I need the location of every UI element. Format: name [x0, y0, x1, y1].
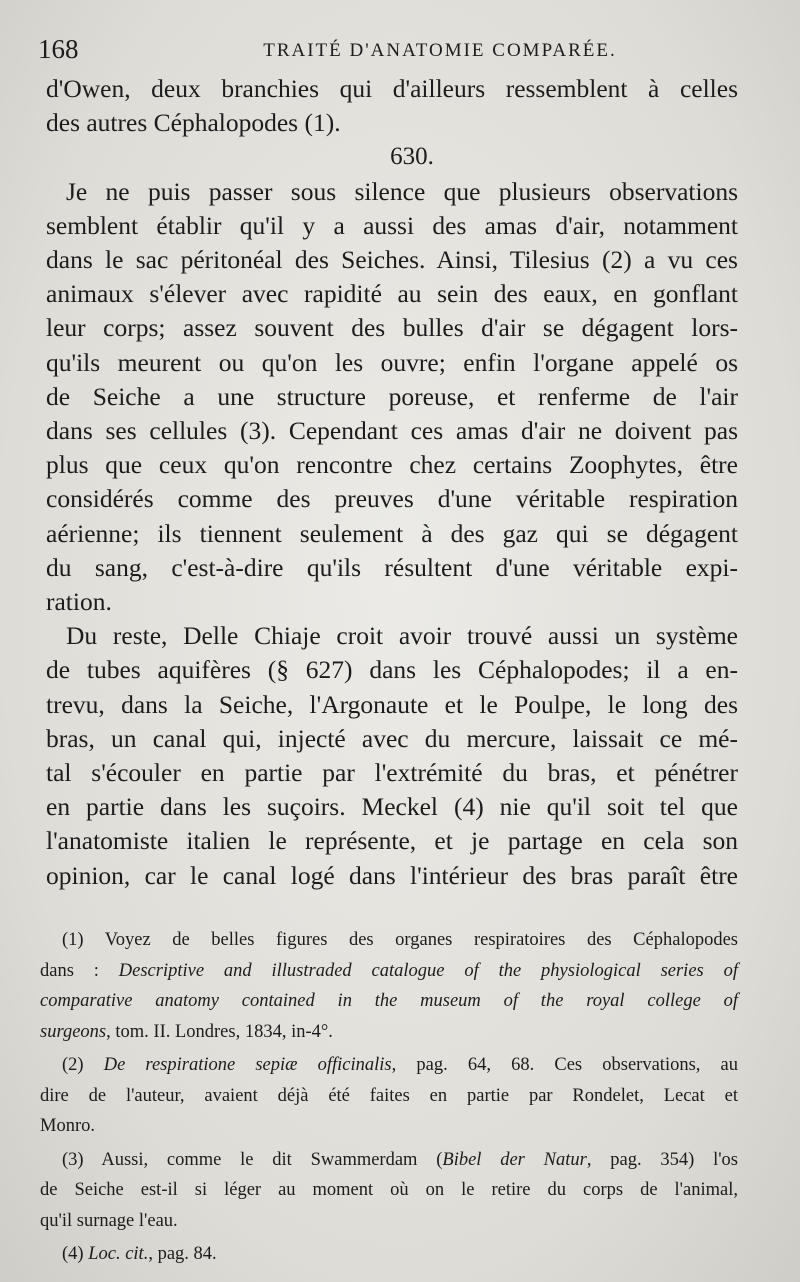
- footnote-1-line: comparative anatomy contained in the museum of the royal college of: [40, 991, 738, 1011]
- text-line: de tubes aquifères (§ 627) dans les Céphalopodes; il a en-: [46, 655, 738, 685]
- text-line: ration.: [46, 587, 112, 617]
- page-number: 168: [38, 34, 79, 64]
- footnote-1-line: dans : Descriptive and illustraded catalogue of the physiological series of: [40, 960, 738, 981]
- text-line: dans ses cellules (3). Cependant ces amas d'air ne doivent pas: [46, 416, 738, 446]
- page-header: [38, 34, 762, 74]
- text-line: des autres Céphalopodes (1).: [46, 108, 341, 138]
- text-line: Du reste, Delle Chiaje croit avoir trouvé aussi un système: [66, 621, 738, 651]
- footnote-2-line: dire de l'auteur, avaient déjà été faites en partie par Rondelet, Lecat et: [40, 1085, 738, 1106]
- text-line: trevu, dans la Seiche, l'Argonaute et le Poulpe, le long des: [46, 689, 738, 719]
- text-line: considérés comme des preuves d'une véritable respiration: [46, 484, 738, 514]
- footnote-2-line: Monro.: [40, 1116, 95, 1136]
- text-line: animaux s'élever avec rapidité au sein des eaux, en gonflant: [46, 279, 738, 309]
- footnote-1-line: (1) Voyez de belles figures des organes respiratoires des Céphalopodes: [62, 930, 738, 950]
- footnote-4-line: (4) Loc. cit., pag. 84.: [62, 1244, 217, 1264]
- text-line: plus que ceux qu'on rencontre chez certains Zoophytes, être: [46, 450, 738, 480]
- text-line: aérienne; ils tiennent seulement à des gaz qui se dégagent: [46, 518, 738, 548]
- text-line: opinion, car le canal logé dans l'intérieur des bras paraît être: [46, 860, 738, 890]
- text-line: l'anatomiste italien le représente, et je partage en cela son: [46, 826, 738, 856]
- section-number: 630.: [390, 143, 434, 171]
- text-line: bras, un canal qui, injecté avec du mercure, laissait ce mé-: [46, 723, 738, 753]
- text-line: Je ne puis passer sous silence que plusieurs observations: [66, 176, 738, 206]
- footnote-3-line: (3) Aussi, comme le dit Swammerdam (Bibel der Natur, pag. 354) l'os: [62, 1149, 738, 1170]
- text-line: de Seiche a une structure poreuse, et renferme de l'air: [46, 381, 738, 411]
- text-line: tal s'écouler en partie par l'extrémité du bras, et pénétrer: [46, 758, 738, 788]
- footnote-3-line: de Seiche est-il si léger au moment où on le retire du corps de l'animal,: [40, 1180, 738, 1200]
- text-line: dans le sac péritonéal des Seiches. Ainsi, Tilesius (2) a vu ces: [46, 245, 738, 275]
- text-line: qu'ils meurent ou qu'on les ouvre; enfin l'organe appelé os: [46, 347, 738, 377]
- running-title: TRAITÉ D'ANATOMIE COMPARÉE.: [263, 40, 617, 61]
- footnote-1-line: surgeons, tom. II. Londres, 1834, in-4°.: [40, 1021, 333, 1042]
- footnotes: [40, 925, 738, 1270]
- text-line: du sang, c'est-à-dire qu'ils résultent d'une véritable expi-: [46, 552, 738, 582]
- text-line: d'Owen, deux branchies qui d'ailleurs ressemblent à celles: [46, 74, 738, 103]
- footnote-2-line: (2) De respiratione sepiæ officinalis, pag. 64, 68. Ces observations, au: [62, 1055, 739, 1075]
- footnote-3-line: qu'il surnage l'eau.: [40, 1210, 178, 1231]
- text-line: semblent établir qu'il y a aussi des amas d'air, notamment: [46, 210, 738, 240]
- text-line: leur corps; assez souvent des bulles d'air se dégagent lors-: [46, 313, 738, 343]
- main-text: [46, 72, 738, 893]
- text-line: en partie dans les suçoirs. Meckel (4) nie qu'il soit tel que: [46, 792, 738, 822]
